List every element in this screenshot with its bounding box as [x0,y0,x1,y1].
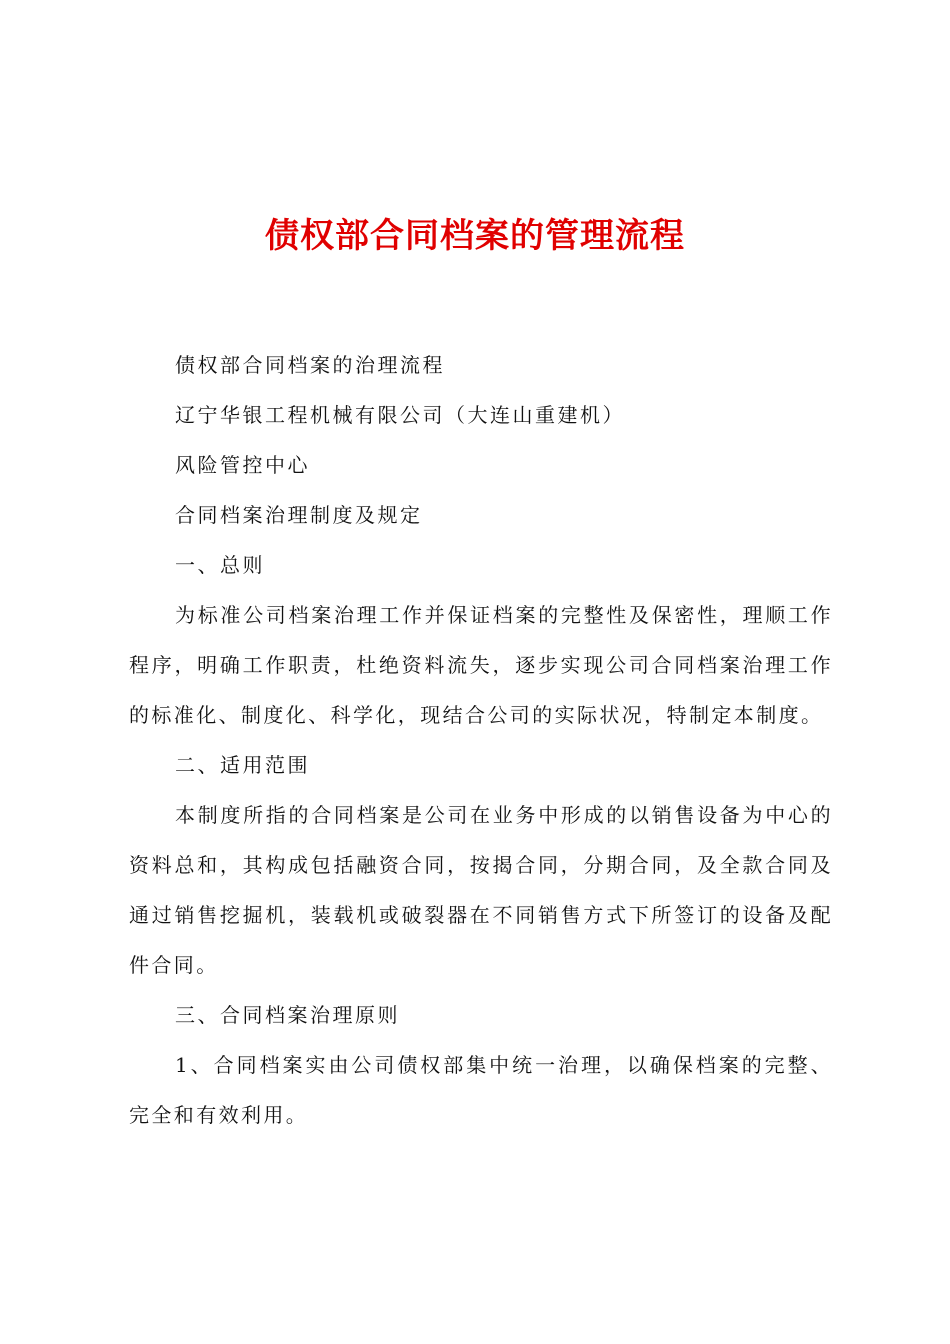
document-body [129,340,833,1140]
section-paragraph-2: 本制度所指的合同档案是公司在业务中形成的以销售设备为中心的资料总和，其构成包括融资合同，按揭合同，分期合同，及全款合同及通过销售挖掘机，装载机或破裂器在不同销售方式下所签订的设备及配件合同。 [129,803,833,977]
section-heading-3: 三、合同档案治理原则 [175,1003,400,1027]
section-paragraph-3: 1、合同档案实由公司债权部集中统一治理，以确保档案的完整、完全和有效利用。 [129,1053,833,1127]
subtitle-line: 债权部合同档案的治理流程 [175,353,445,377]
document-title: 债权部合同档案的管理流程 [265,216,685,256]
section-heading-2: 二、适用范围 [175,753,310,777]
company-name: 辽宁华银工程机械有限公司（大连山重建机） [175,403,625,427]
section-heading-1: 一、总则 [175,553,265,577]
department-name: 风险管控中心 [175,453,310,477]
regulation-heading: 合同档案治理制度及规定 [175,503,423,527]
section-paragraph-1: 为标准公司档案治理工作并保证档案的完整性及保密性，理顺工作程序，明确工作职责，杜绝资料流失，逐步实现公司合同档案治理工作的标准化、制度化、科学化，现结合公司的实际状况，特制定本制度。 [129,603,833,727]
